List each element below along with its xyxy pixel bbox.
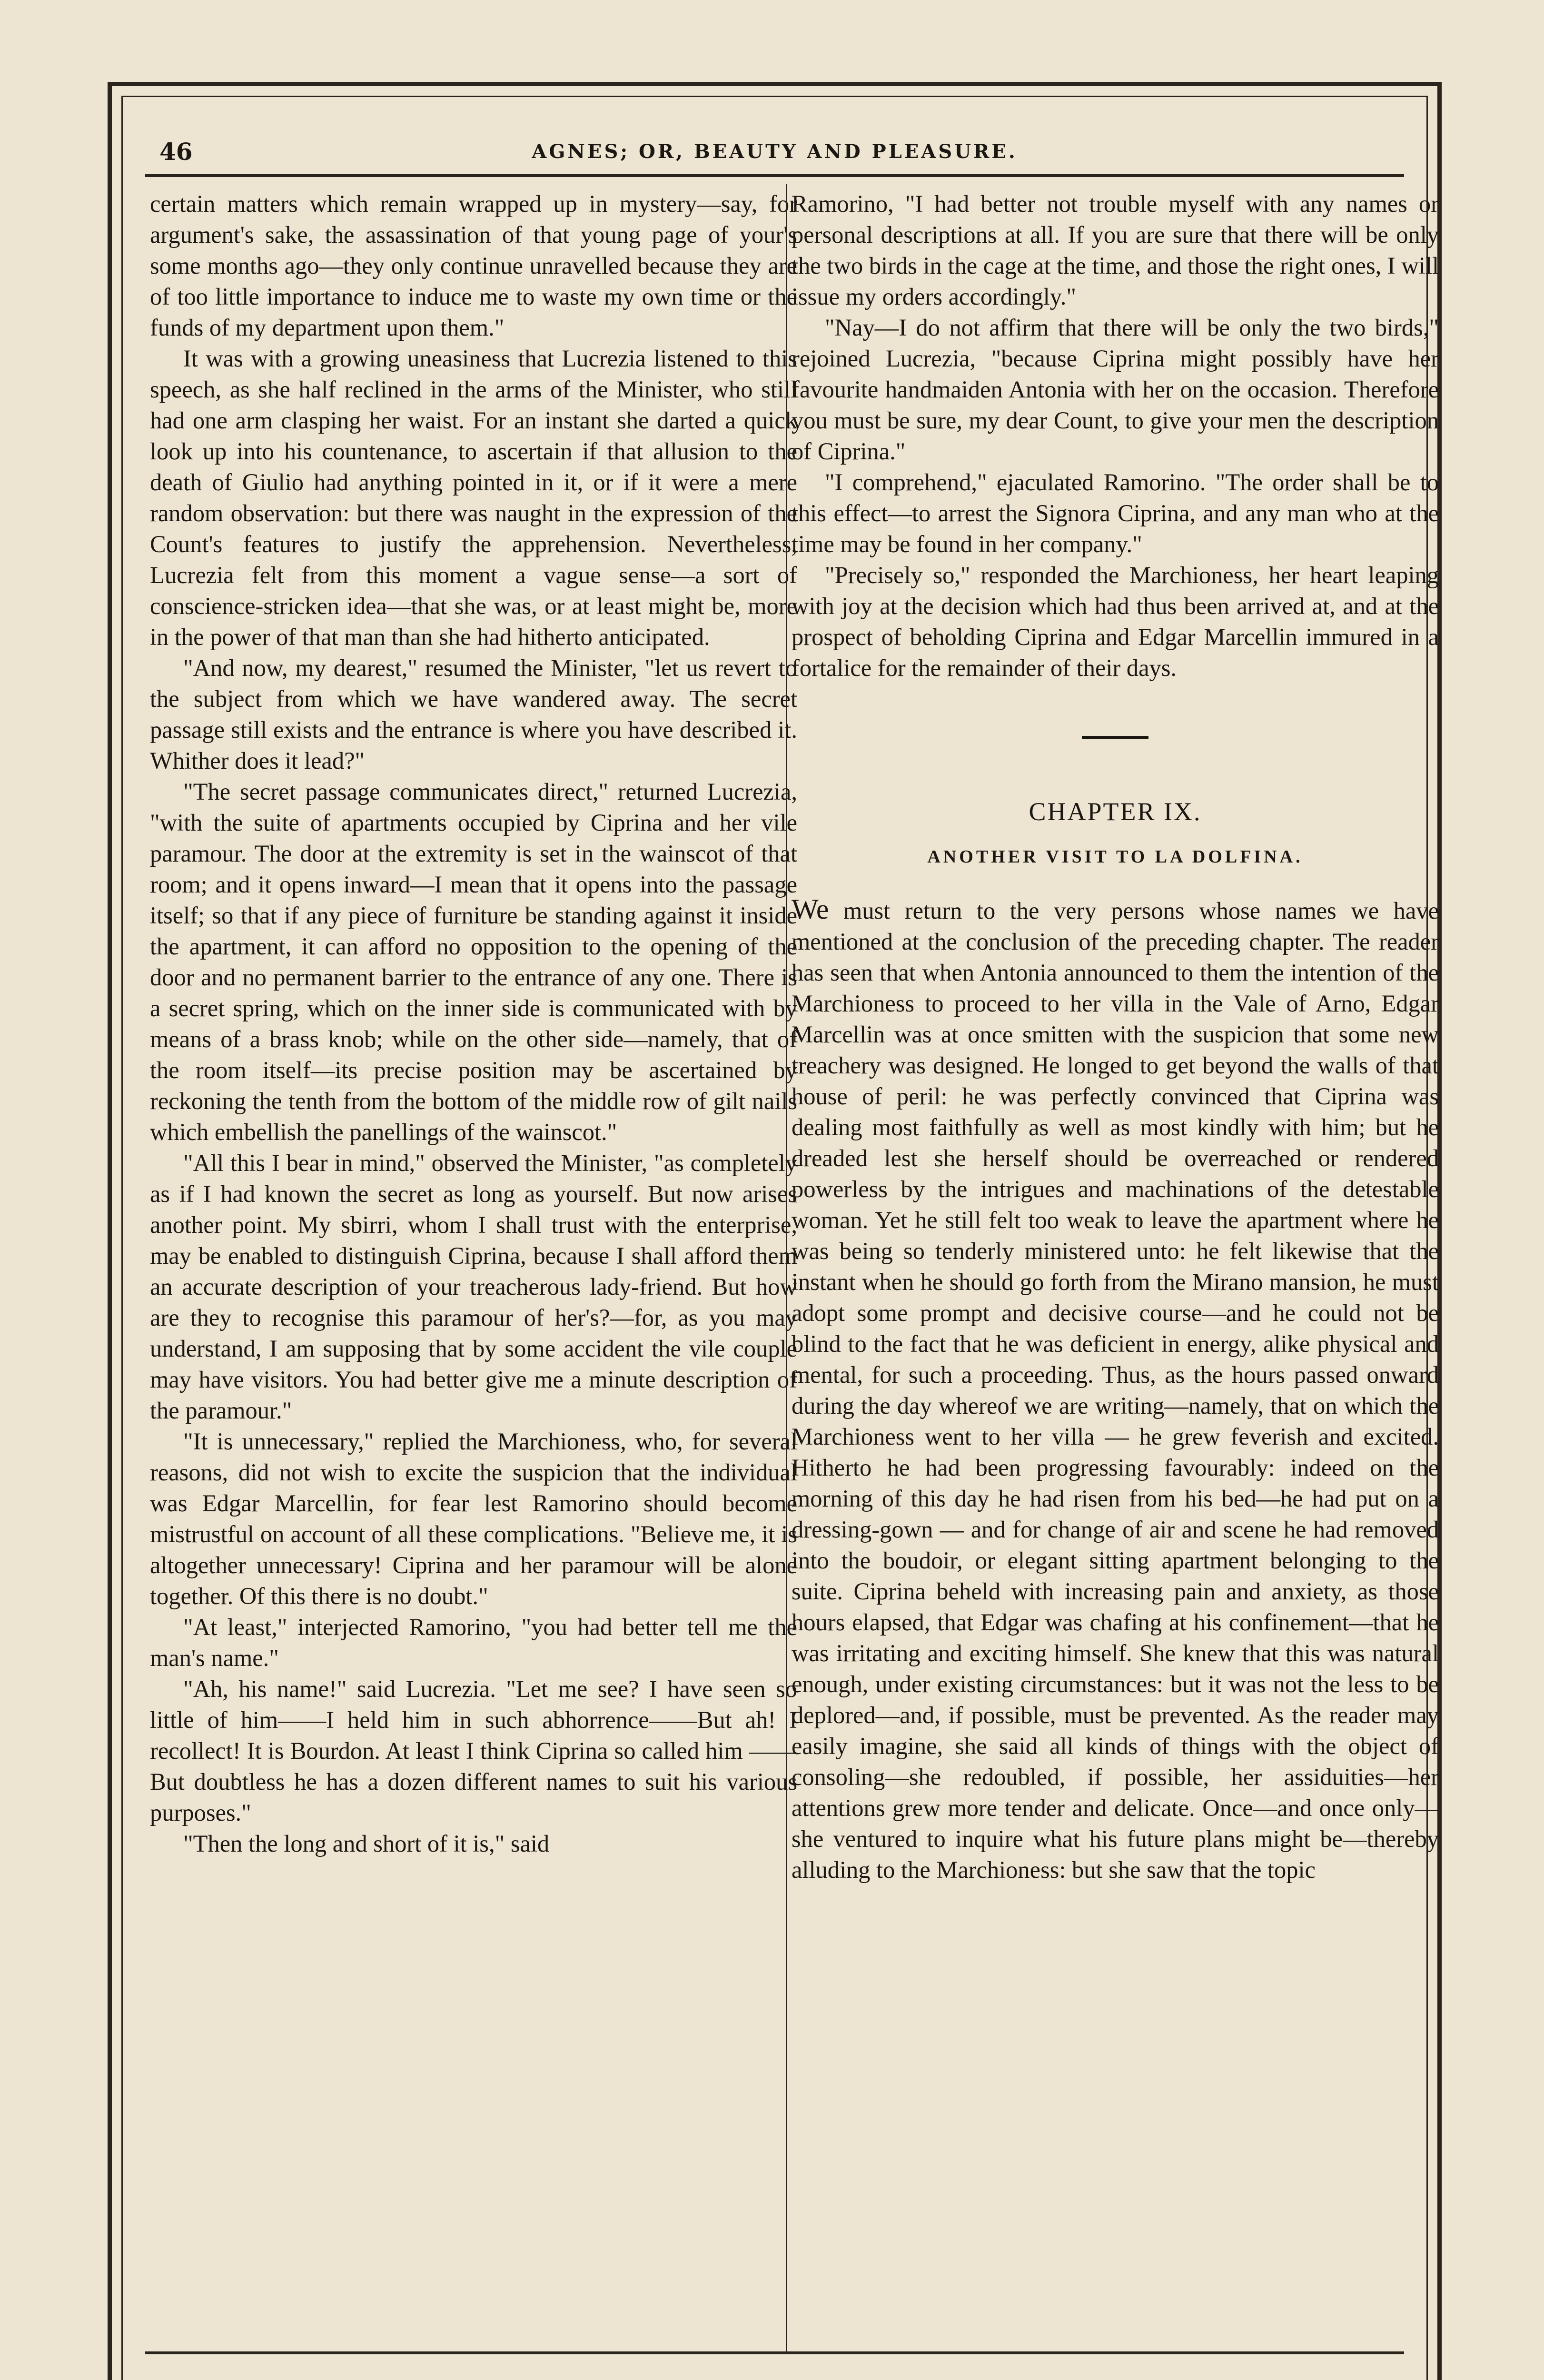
running-title: AGNES; OR, BEAUTY AND PLEASURE.: [532, 140, 1018, 163]
right-column: [792, 188, 1439, 1885]
page-header: [159, 129, 1390, 172]
paragraph: Ramorino, "I had better not trouble myself with any names or personal descriptions at all. If you are sure that there will be only the two birds in the cage at the time, and those the right ones, I will issue my orders accordingly.": [792, 190, 1439, 310]
paragraph: "At least," interjected Ramorino, "you had better tell me the man's name.": [150, 1614, 797, 1671]
chapter-first-word: We: [792, 893, 829, 925]
page-border: [108, 82, 1442, 2380]
paragraph: certain matters which remain wrapped up in mystery—say, for argument's sake, the assassination of that young page of your's some months ago—they only continue unravelled because they are of too little importance to induce me to waste my own time or the funds of my department upon them.": [150, 190, 797, 341]
paragraph: "All this I bear in mind," observed the Minister, "as completely as if I had known the secret as long as yourself. But now arises another point. My sbirri, whom I shall trust with the enterprise, may be enabled to distinguish Ciprina, because I shall afford them an accurate description of your treacherous lady-friend. But how are they to recognise this paramour of her's?—for, as you may understand, I am supposing that by some accident the vile couple may have visitors. You had better give me a minute description of the paramour.": [150, 1150, 797, 1424]
paragraph: "It is unnecessary," replied the Marchioness, who, for several reasons, did not wish to excite the suspicion that the individual was Edgar Marcellin, for fear lest Ramorino should become mistrustful on account of all these complications. "Believe me, it is altogether unnecessary! Ciprina and her paramour will be alone together. Of this there is no doubt.": [150, 1428, 797, 1609]
paragraph: It was with a growing uneasiness that Lucrezia listened to this speech, as she half reclined in the arms of the Minister, who still had one arm clasping her waist. For an instant she darted a quick look up into his countenance, to ascertain if that allusion to the death of Giulio had anything pointed in it, or if it were a mere random observation: but there was naught in the expression of the Count's features to justify the apprehension. Nevertheless, Lucrezia felt from this moment a vague sense—a sort of conscience-stricken idea—that she was, or at least might be, more in the power of that man than she had hitherto anticipated.: [150, 345, 797, 650]
page-number: 46: [159, 138, 193, 166]
chapter-title: CHAPTER IX.: [1029, 797, 1202, 826]
left-column: [150, 188, 797, 1859]
chapter-opening-paragraph: [792, 894, 1439, 1885]
chapter-subtitle: ANOTHER VISIT TO LA DOLFINA.: [927, 847, 1303, 867]
paragraph: "Ah, his name!" said Lucrezia. "Let me see? I have seen so little of him——I held him in such abhorrence——But ah! I recollect! It is Bourdon. At least I think Ciprina so called him ——But doubtless he has a dozen different names to suit his various purposes.": [150, 1676, 797, 1826]
bottom-rule: [145, 2351, 1404, 2354]
chapter-text: must return to the very persons whose names we have mentioned at the conclusion of the preceding chapter. The reader has seen that when Antonia announced to them the intention of the Marchioness to proceed to her villa in the Vale of Arno, Edgar Marcellin was at once smitten with the suspicion that some new treachery was designed. He longed to get beyond the walls of that house of peril: he was perfectly convinced that Ciprina was dealing most faithfully as well as most kindly with him; but he dreaded lest she herself should be overreached or rendered powerless by the intrigues and machinations of the detestable woman. Yet he still felt too weak to leave the apartment where he was being so tenderly ministered unto: he felt likewise that the instant when he should go forth from the Mirano mansion, he must adopt some prompt and decisive course—and he could not be blind to the fact that he was deficient in energy, alike physical and mental, for such a proceeding. Thus, as the hours passed onward during the day whereof we are writing—namely, that on which the Marchioness went to her villa — he grew feverish and excited. Hitherto he had been progressing favourably: indeed on the morning of this day he had risen from his bed—he had put on a dressing-gown — and for change of air and scene he had removed into the boudoir, or elegant sitting apartment belonging to the suite. Ciprina beheld with increasing pain and anxiety, as those hours elapsed, that Edgar was chafing at his confinement—that he was irritating and exciting himself. She knew that this was natural enough, under existing circumstances: but it was not the less to be deplored—and, if possible, must be prevented. As the reader may easily imagine, she said all kinds of things with the object of consoling—she redoubled, if possible, her assiduities—her attentions grew more tender and delicate. Once—and once only—she ventured to inquire what his future plans might be—thereby alluding to the Marchioness: but she saw that the topic: [792, 897, 1439, 1883]
paragraph: "Then the long and short of it is," said: [183, 1830, 550, 1857]
paragraph: "I comprehend," ejaculated Ramorino. "The order shall be to this effect—to arrest the Signora Ciprina, and any man who at the time may be found in her company.": [792, 469, 1439, 557]
header-rule: [145, 174, 1404, 177]
paragraph: "Precisely so," responded the Marchioness, her heart leaping with joy at the decision which had thus been arrived at, and at the prospect of beholding Ciprina and Edgar Marcellin immured in a fortalice for the remainder of their days.: [792, 562, 1439, 681]
paragraph: "And now, my dearest," resumed the Minister, "let us revert to the subject from which we have wandered away. The secret passage still exists and the entrance is where you have described it. Whither does it lead?": [150, 654, 797, 774]
chapter-divider: [1082, 736, 1148, 739]
column-divider: [786, 184, 787, 2354]
paragraph: "The secret passage communicates direct," returned Lucrezia, "with the suite of apartments occupied by Ciprina and her vile paramour. The door at the extremity is set in the wainscot of that room; and it opens inward—I mean that it opens into the passage itself; so that if any piece of furniture be standing against it inside the apartment, it can afford no opposition to the opening of the door and no permanent barrier to the entrance of any one. There is a secret spring, which on the inner side is communicated with by means of a brass knob; while on the other side—namely, that of the room itself—its precise position may be ascertained by reckoning the tenth from the bottom of the middle row of gilt nails which embellish the panellings of the wainscot.": [150, 778, 797, 1145]
paragraph: "Nay—I do not affirm that there will be only the two birds," rejoined Lucrezia, "because Ciprina might possibly have her favourite handmaiden Antonia with her on the occasion. Therefore you must be sure, my dear Count, to give your men the description of Ciprina.": [792, 314, 1439, 465]
